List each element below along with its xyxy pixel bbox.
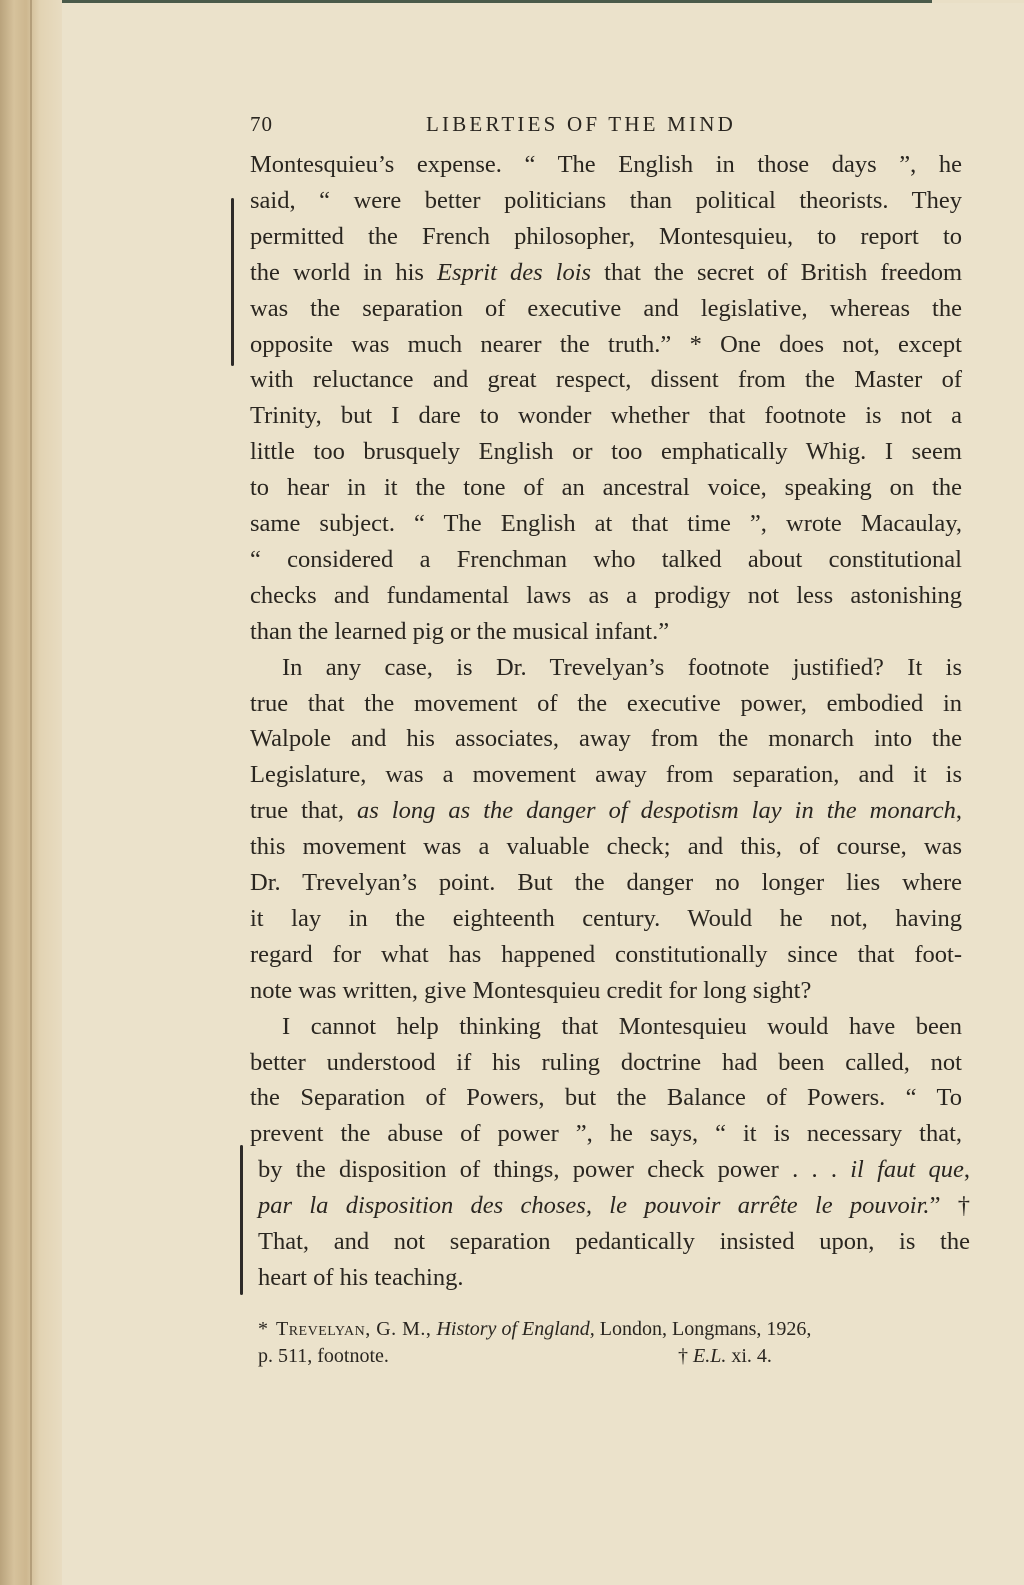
p1-line-10: to hear in it the tone of an ancestral voice, speaking on the	[250, 474, 962, 502]
p2-line-8: it lay in the eighteenth century. Would he not, having	[250, 904, 962, 932]
running-head: LIBERTIES OF THE MIND	[426, 112, 736, 136]
p2-line-4: Legislature, was a movement away from separation, and it is	[250, 761, 962, 789]
italic-phrase: par la disposition des choses, le pouvoir arrête le pouvoir.	[258, 1192, 930, 1220]
footnote-star: *	[258, 1318, 268, 1340]
text-segment: ” †	[929, 1192, 970, 1220]
text-segment: ,	[955, 797, 962, 825]
footnote-title: History of England,	[436, 1318, 595, 1340]
margin-mark-top	[231, 198, 234, 366]
p1-line-9: little too brusquely English or too emphatically Whig. I seem	[250, 438, 962, 466]
p3-line-3: the Separation of Powers, but the Balance of Powers. “ To	[250, 1084, 962, 1112]
p1-line-14: than the learned pig or the musical infant.”	[250, 617, 670, 645]
page-header	[250, 112, 970, 142]
italic-phrase: Esprit des lois	[437, 258, 592, 286]
p3-line-8: heart of his teaching.	[258, 1263, 464, 1291]
text-segment: that the secret of British freedom	[591, 258, 962, 286]
p1-line-13: checks and fundamental laws as a prodigy not less astonishing	[250, 581, 962, 609]
footnote-1	[258, 1316, 970, 1343]
p1-line-5: was the separation of executive and legislative, whereas the	[250, 294, 962, 322]
footnote-2-ref: E.L.	[693, 1345, 727, 1367]
p1-line-12: “ considered a Frenchman who talked about constitutional	[250, 545, 962, 573]
footnote-dagger: †	[678, 1345, 688, 1367]
p2-line-6: this movement was a valuable check; and this, of course, was	[250, 833, 962, 861]
gutter-fold-line	[30, 0, 32, 1585]
p1-line-3: permitted the French philosopher, Montesquieu, to report to	[250, 222, 962, 250]
p2-line-3: Walpole and his associates, away from the monarch into the	[250, 725, 962, 753]
italic-phrase: as long as the danger of despotism lay in the monarch	[357, 797, 956, 825]
p1-line-6: opposite was much nearer the truth.” * One does not, except	[250, 330, 962, 358]
p1-line-1: Montesquieu’s expense. “ The English in those days ”, he	[250, 151, 962, 178]
p3-line-6	[258, 1188, 970, 1224]
p2-line-9: regard for what has happened constitutionally since that foot-	[250, 940, 962, 968]
p1-line-8: Trinity, but I dare to wonder whether that footnote is not a	[250, 402, 962, 430]
p3-line-2: better understood if his ruling doctrine had been called, not	[250, 1048, 962, 1076]
page-number: 70	[250, 112, 273, 136]
p1-line-2: said, “ were better politicians than political theorists. They	[250, 186, 962, 214]
p3-line-4: prevent the abuse of power ”, he says, “ it is necessary that,	[250, 1120, 962, 1148]
text-segment: true that,	[250, 797, 357, 825]
p1-line-7: with reluctance and great respect, dissent from the Master of	[250, 366, 962, 394]
p2-line-1: In any case, is Dr. Trevelyan’s footnote justified? It is	[282, 653, 962, 681]
text-segment: by the disposition of things, power check power . . .	[258, 1156, 851, 1184]
footnote-2	[678, 1343, 772, 1370]
text-segment: the world in his	[250, 258, 437, 286]
p3-line-1: I cannot help thinking that Montesquieu would have been	[282, 1012, 962, 1040]
p2-line-2: true that the movement of the executive power, embodied in	[250, 689, 962, 717]
p2-line-7: Dr. Trevelyan’s point. But the danger no longer lies where	[250, 869, 962, 896]
footnote-2-rest: xi. 4.	[726, 1345, 772, 1367]
p3-line-5	[258, 1152, 970, 1188]
p1-line-4	[250, 255, 962, 291]
italic-phrase: il faut que	[850, 1156, 964, 1184]
p2-line-5	[250, 793, 962, 829]
margin-mark-bottom	[240, 1145, 243, 1295]
p2-line-10: note was written, give Montesquieu credit for long sight?	[250, 976, 812, 1004]
footnote-author: Trevelyan, G. M.,	[276, 1318, 432, 1340]
p3-line-7: That, and not separation pedantically insisted upon, is the	[258, 1228, 970, 1255]
text-segment: ,	[963, 1156, 971, 1184]
footnote-rest: London, Longmans, 1926,	[594, 1318, 812, 1340]
footnote-page: p. 511, footnote.	[258, 1345, 389, 1367]
footnote-line-2	[258, 1343, 970, 1370]
p1-line-11: same subject. “ The English at that time ”, wrote Macaulay,	[250, 510, 962, 537]
